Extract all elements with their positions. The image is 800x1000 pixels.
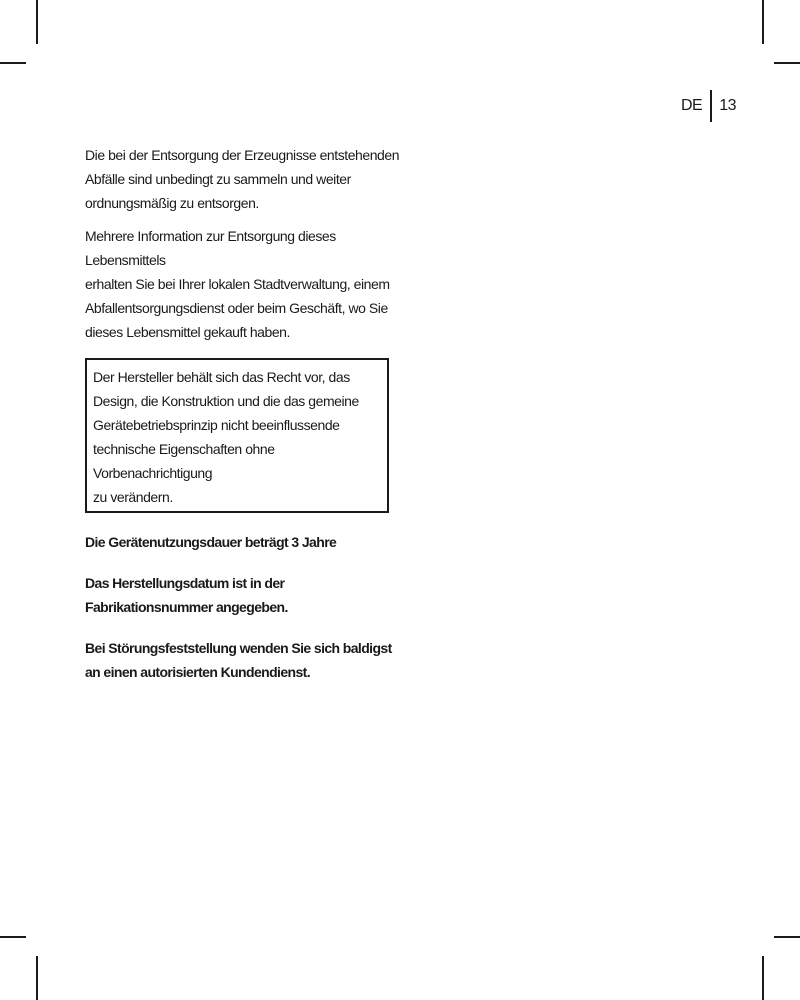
disposal-info-paragraph: Mehrere Information zur Entsorgung dieses Lebensmittels erhalten Sie bei Ihrer lokalen Stadtverwaltung, einem Abfallentsorgungsdienst oder beim Geschäft, wo Sie dieses Lebensmittel gekauft haben. [85,228,390,340]
crop-mark-bottom-right-vertical [762,956,764,1000]
page-header [681,90,736,122]
crop-mark-bottom-left-horizontal [0,936,26,938]
manufacture-date-text: Das Herstellungsdatum ist in der Fabrikationsnummer angegeben. [85,575,288,615]
page-content [85,143,415,684]
crop-mark-top-right-horizontal [774,62,800,64]
page-number: 13 [719,97,736,114]
crop-mark-top-left-vertical [36,0,38,44]
manufacturer-notice-box: Der Hersteller behält sich das Recht vor, das Design, die Konstruktion und die das gemeine Gerätebetriebsprinzip nicht beeinflussende technische Eigenschaften ohne Vorbenachrichtigung zu verändern. [85,358,389,513]
crop-mark-bottom-left-vertical [36,956,38,1000]
language-code: DE [680,97,703,114]
crop-mark-top-right-vertical [762,0,764,44]
malfunction-notice-text: Bei Störungsfeststellung wenden Sie sich baldigst an einen autorisierten Kundendienst. [85,640,392,680]
disposal-paragraph: Die bei der Entsorgung der Erzeugnisse entstehenden Abfälle sind unbedingt zu sammeln und weiter ordnungsmäßig zu entsorgen. [85,147,400,211]
service-life-text: Die Gerätenutzungsdauer beträgt 3 Jahre [85,534,337,550]
crop-mark-top-left-horizontal [0,62,26,64]
crop-mark-bottom-right-horizontal [774,936,800,938]
header-separator [710,90,712,122]
